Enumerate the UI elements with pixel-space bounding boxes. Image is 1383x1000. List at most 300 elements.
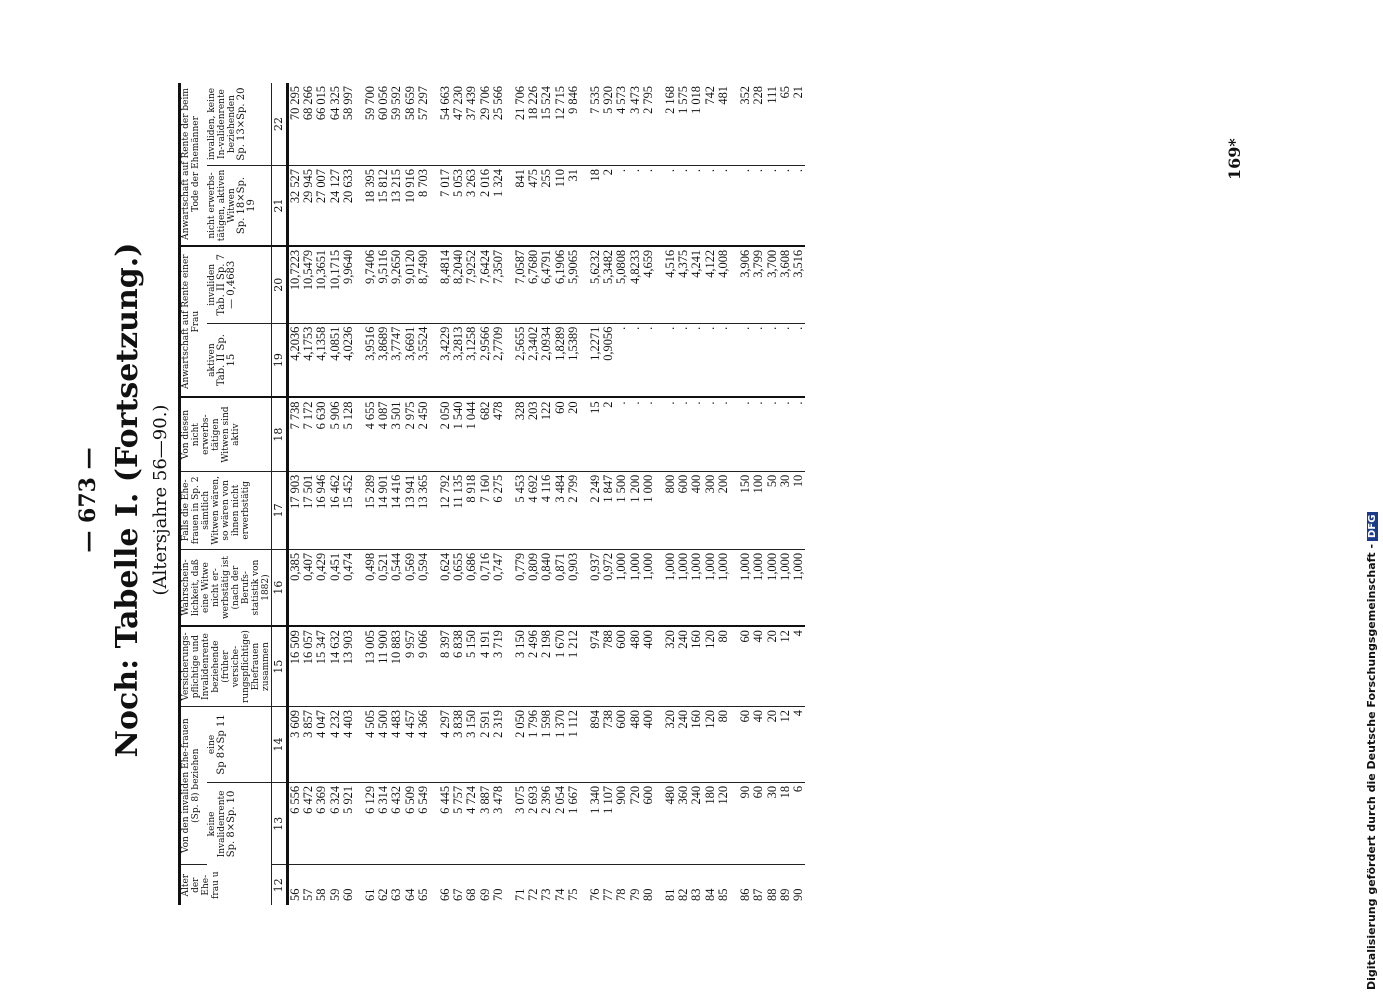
value-cell: 255 <box>540 166 553 246</box>
value-cell: 120 <box>704 707 717 783</box>
value-cell: 60 056 <box>377 83 390 166</box>
value-cell: . <box>642 323 655 397</box>
value-cell: 0,972 <box>602 549 615 626</box>
value-cell: 3,1258 <box>465 323 478 397</box>
value-cell: 9,7406 <box>355 246 377 323</box>
value-cell: . <box>779 166 792 246</box>
value-cell: 1,000 <box>766 549 779 626</box>
column-number: 21 <box>272 166 288 246</box>
value-cell: 4 <box>792 626 805 706</box>
value-cell: 14 632 <box>329 626 342 706</box>
value-cell: 12 <box>779 626 792 706</box>
value-cell: 4,241 <box>690 246 703 323</box>
value-cell: 2,9566 <box>479 323 492 397</box>
age-cell: 85 <box>715 888 730 901</box>
value-cell: 1 107 <box>602 782 615 864</box>
value-cell: 4 724 <box>465 782 478 864</box>
value-cell: 328 <box>505 397 527 471</box>
page-subtitle: (Altersjahre 56—90.) <box>150 404 171 596</box>
value-cell: 4 403 <box>342 707 355 783</box>
value-cell: 2 050 <box>430 397 452 471</box>
value-cell: 3,4229 <box>430 323 452 397</box>
header-col-16: Wahrschein-lichkeit, daß eine Witwe nicht er-werbstätig ist (nach der Berufs-statistik von 1882) <box>180 549 272 626</box>
value-cell: 7 738 <box>288 397 303 471</box>
value-cell: 3,2813 <box>452 323 465 397</box>
value-cell: . <box>730 397 752 471</box>
value-cell: 1 112 <box>567 707 580 783</box>
value-cell: 110 <box>554 166 567 246</box>
value-cell: 2 <box>602 397 615 471</box>
value-cell: 1 847 <box>602 471 615 549</box>
value-cell: 320 <box>655 626 677 706</box>
value-cell: 18 <box>580 166 602 246</box>
value-cell: 0,498 <box>355 549 377 626</box>
age-cell: 90 <box>790 888 805 901</box>
value-cell: 6 324 <box>329 782 342 864</box>
value-cell: 228 <box>752 83 765 166</box>
value-cell: . <box>766 166 779 246</box>
value-cell: 4 500 <box>377 707 390 783</box>
table-row <box>642 83 655 905</box>
value-cell: 120 <box>704 626 717 706</box>
value-cell: 320 <box>655 707 677 783</box>
age-cell: 79 <box>627 888 642 901</box>
value-cell: 27 007 <box>315 166 328 246</box>
value-cell: 4,0851 <box>329 323 342 397</box>
age-cell: 69 <box>477 888 492 901</box>
age-cell: 80 <box>640 888 655 901</box>
table-row <box>655 83 677 905</box>
value-cell: 4 505 <box>355 707 377 783</box>
value-cell: 9 066 <box>417 626 430 706</box>
value-cell: 4,659 <box>642 246 655 323</box>
table-row <box>505 83 527 905</box>
value-cell: 10,5479 <box>302 246 315 323</box>
header-group-21-22: Anwartschaft auf Rente der beim Tode der Ehemänner <box>180 83 207 246</box>
value-cell: 2 198 <box>540 626 553 706</box>
value-cell: 16 946 <box>315 471 328 549</box>
table-row <box>704 83 717 905</box>
table-row <box>779 83 792 905</box>
header-col-20: invaliden Tab. II Sp. 7 — 0,4683 <box>207 246 272 323</box>
column-number: 22 <box>272 83 288 166</box>
age-cell: 78 <box>614 888 629 901</box>
value-cell: 5 128 <box>342 397 355 471</box>
value-cell: 600 <box>615 626 628 706</box>
value-cell: 1,000 <box>677 549 690 626</box>
value-cell: 6 445 <box>430 782 452 864</box>
value-cell: . <box>704 166 717 246</box>
value-cell: 480 <box>655 782 677 864</box>
value-cell: 6 549 <box>417 782 430 864</box>
column-number: 12 <box>272 865 288 905</box>
value-cell: . <box>766 323 779 397</box>
value-cell: 24 127 <box>329 166 342 246</box>
value-cell: . <box>677 323 690 397</box>
value-cell: 0,779 <box>505 549 527 626</box>
value-cell: 8,2040 <box>452 246 465 323</box>
age-cell: 74 <box>552 888 567 901</box>
value-cell: . <box>655 166 677 246</box>
value-cell: 0,544 <box>390 549 403 626</box>
table-row <box>554 83 567 905</box>
value-cell: 180 <box>704 782 717 864</box>
value-cell: 6 838 <box>452 626 465 706</box>
value-cell: 0,429 <box>315 549 328 626</box>
value-cell: 4 <box>792 707 805 783</box>
value-cell: 5 053 <box>452 166 465 246</box>
value-cell: 5,6232 <box>580 246 602 323</box>
value-cell: 1 340 <box>580 782 602 864</box>
table-row <box>677 83 690 905</box>
value-cell: 11 135 <box>452 471 465 549</box>
value-cell: 0,594 <box>417 549 430 626</box>
value-cell: 1 000 <box>642 471 655 549</box>
value-cell: 3 075 <box>505 782 527 864</box>
value-cell: 60 <box>730 626 752 706</box>
value-cell: 1,000 <box>779 549 792 626</box>
value-cell: 2 799 <box>567 471 580 549</box>
value-cell: 64 325 <box>329 83 342 166</box>
age-cell: 61 <box>363 888 378 901</box>
value-cell: 0,871 <box>554 549 567 626</box>
value-cell: 0,655 <box>452 549 465 626</box>
value-cell: . <box>704 323 717 397</box>
value-cell: 3 478 <box>492 782 505 864</box>
value-cell: 1 324 <box>492 166 505 246</box>
table-row <box>567 83 580 905</box>
age-cell: 67 <box>451 888 466 901</box>
table-row <box>390 83 403 905</box>
table-row <box>288 83 303 905</box>
value-cell: 360 <box>677 782 690 864</box>
value-cell: 742 <box>704 83 717 166</box>
age-cell: 81 <box>663 888 678 901</box>
value-cell: 2 975 <box>404 397 417 471</box>
value-cell: 1 018 <box>690 83 703 166</box>
value-cell: 600 <box>615 707 628 783</box>
value-cell: 15 <box>580 397 602 471</box>
value-cell: . <box>615 323 628 397</box>
value-cell: 1,000 <box>690 549 703 626</box>
value-cell: 14 416 <box>390 471 403 549</box>
value-cell: 7,9252 <box>465 246 478 323</box>
value-cell: 1,5389 <box>567 323 580 397</box>
value-cell: . <box>655 323 677 397</box>
value-cell: 21 706 <box>505 83 527 166</box>
value-cell: 9,5116 <box>377 246 390 323</box>
column-number: 13 <box>272 782 288 864</box>
value-cell: 6 275 <box>492 471 505 549</box>
header-col-15: Versicherungs-pflichtige und Invalidenrente beziehende (früher versiche-rungspflichtige) Ehefrauen zusammen <box>180 626 272 706</box>
value-cell: 21 <box>792 83 805 166</box>
value-cell: 3 501 <box>390 397 403 471</box>
value-cell: 65 <box>779 83 792 166</box>
value-cell: 20 633 <box>342 166 355 246</box>
header-group-19-20: Anwartschaft auf Rente einer Frau <box>180 246 207 398</box>
value-cell: 480 <box>629 626 642 706</box>
value-cell: 400 <box>642 707 655 783</box>
value-cell: 15 347 <box>315 626 328 706</box>
value-cell: . <box>629 323 642 397</box>
value-cell: 5,3482 <box>602 246 615 323</box>
value-cell: 2 450 <box>417 397 430 471</box>
value-cell: 0,716 <box>479 549 492 626</box>
value-cell: . <box>752 323 765 397</box>
header-col-22: invaliden, keine In-validenrente beziehenden Sp. 13×Sp. 20 <box>207 83 272 166</box>
value-cell: 13 365 <box>417 471 430 549</box>
dfg-logo: DFG <box>1367 512 1378 541</box>
value-cell: 18 226 <box>527 83 540 166</box>
value-cell: . <box>730 323 752 397</box>
value-cell: 18 395 <box>355 166 377 246</box>
value-cell: 29 945 <box>302 166 315 246</box>
value-cell: 7 160 <box>479 471 492 549</box>
value-cell: 841 <box>505 166 527 246</box>
value-cell: 0,747 <box>492 549 505 626</box>
value-cell: 9 957 <box>404 626 417 706</box>
value-cell: 1,000 <box>655 549 677 626</box>
value-cell: 10,1715 <box>329 246 342 323</box>
value-cell: 3 887 <box>479 782 492 864</box>
value-cell: 4 692 <box>527 471 540 549</box>
value-cell: . <box>690 397 703 471</box>
value-cell: 10,7223 <box>288 246 303 323</box>
value-cell: 13 903 <box>342 626 355 706</box>
value-cell: 2 795 <box>642 83 655 166</box>
table-body <box>288 83 806 905</box>
value-cell: 7,3507 <box>492 246 505 323</box>
value-cell: 1 044 <box>465 397 478 471</box>
value-cell: 30 <box>779 471 792 549</box>
value-cell: 300 <box>704 471 717 549</box>
value-cell: 16 057 <box>302 626 315 706</box>
header-col-17: Falls die Ehe-frauen in Sp. 2 sämtlich Witwen wären, so wären von ihnen nicht erwerbstätig <box>180 471 272 549</box>
value-cell: 15 289 <box>355 471 377 549</box>
value-cell: 3 609 <box>288 707 303 783</box>
value-cell: . <box>792 397 805 471</box>
value-cell: 481 <box>717 83 730 166</box>
age-cell: 56 <box>288 888 302 901</box>
value-cell: 4 297 <box>430 707 452 783</box>
value-cell: 25 566 <box>492 83 505 166</box>
value-cell: . <box>615 166 628 246</box>
value-cell: 6 369 <box>315 782 328 864</box>
value-cell: 3,799 <box>752 246 765 323</box>
value-cell: 111 <box>766 83 779 166</box>
value-cell: 7,0587 <box>505 246 527 323</box>
value-cell: 100 <box>752 471 765 549</box>
value-cell: 0,809 <box>527 549 540 626</box>
value-cell: 0,686 <box>465 549 478 626</box>
value-cell: 60 <box>752 782 765 864</box>
value-cell: 7,6424 <box>479 246 492 323</box>
value-cell: 12 792 <box>430 471 452 549</box>
value-cell: . <box>677 166 690 246</box>
value-cell: 17 501 <box>302 471 315 549</box>
value-cell: . <box>629 397 642 471</box>
value-cell: 1,000 <box>792 549 805 626</box>
age-cell: 63 <box>389 888 404 901</box>
value-cell: 6,7680 <box>527 246 540 323</box>
value-cell: 10 <box>792 471 805 549</box>
value-cell: 200 <box>717 471 730 549</box>
value-cell: 0,521 <box>377 549 390 626</box>
value-cell: 3,700 <box>766 246 779 323</box>
value-cell: 1 212 <box>567 626 580 706</box>
value-cell: 0,937 <box>580 549 602 626</box>
value-cell: 6,1906 <box>554 246 567 323</box>
value-cell: 2 591 <box>479 707 492 783</box>
value-cell: . <box>690 166 703 246</box>
value-cell: 15 812 <box>377 166 390 246</box>
value-cell: 57 297 <box>417 83 430 166</box>
value-cell: 974 <box>580 626 602 706</box>
value-cell: 2,3402 <box>527 323 540 397</box>
value-cell: 7 172 <box>302 397 315 471</box>
age-cell: 62 <box>376 888 391 901</box>
value-cell: 6 509 <box>404 782 417 864</box>
table-row <box>342 83 355 905</box>
value-cell: 1 370 <box>554 707 567 783</box>
value-cell: 6 556 <box>288 782 303 864</box>
value-cell: 66 015 <box>315 83 328 166</box>
value-cell: 240 <box>677 707 690 783</box>
value-cell: 0,451 <box>329 549 342 626</box>
age-cell: 70 <box>490 888 505 901</box>
value-cell: 37 439 <box>465 83 478 166</box>
value-cell: 7 017 <box>430 166 452 246</box>
value-cell: 122 <box>540 397 553 471</box>
value-cell: 8,4814 <box>430 246 452 323</box>
value-cell: 18 <box>779 782 792 864</box>
value-cell: . <box>642 166 655 246</box>
value-cell: 0,9056 <box>602 323 615 397</box>
value-cell: 4 191 <box>479 626 492 706</box>
header-group-13-14: Von den invaliden Ehe-frauen (Sp. 8) beziehen <box>180 707 207 865</box>
value-cell: . <box>704 397 717 471</box>
value-cell: . <box>779 397 792 471</box>
value-cell: 6 630 <box>315 397 328 471</box>
value-cell: 3 473 <box>629 83 642 166</box>
table-row <box>752 83 765 905</box>
value-cell: 0,474 <box>342 549 355 626</box>
header-col-19: aktiven Tab. II Sp. 15 <box>207 323 272 397</box>
table-row <box>730 83 752 905</box>
value-cell: 682 <box>479 397 492 471</box>
value-cell: . <box>655 397 677 471</box>
table-row <box>404 83 417 905</box>
value-cell: . <box>717 166 730 246</box>
table-row <box>479 83 492 905</box>
value-cell: 58 997 <box>342 83 355 166</box>
column-number: 14 <box>272 707 288 783</box>
value-cell: 15 524 <box>540 83 553 166</box>
value-cell: 6 <box>792 782 805 864</box>
age-cell: 86 <box>738 888 753 901</box>
value-cell: 4 116 <box>540 471 553 549</box>
value-cell: 12 <box>779 707 792 783</box>
table-row <box>492 83 505 905</box>
value-cell: 9,9640 <box>342 246 355 323</box>
value-cell: 9 846 <box>567 83 580 166</box>
value-cell: 0,385 <box>288 549 303 626</box>
value-cell: 1 670 <box>554 626 567 706</box>
page-title: Noch: Tabelle I. (Fortsetzung.) <box>110 242 145 758</box>
value-cell: 20 <box>766 707 779 783</box>
value-cell: 240 <box>690 782 703 864</box>
value-cell: 4,1753 <box>302 323 315 397</box>
column-number-row <box>272 83 288 905</box>
value-cell: 70 295 <box>288 83 303 166</box>
value-cell: 480 <box>629 707 642 783</box>
table-row <box>417 83 430 905</box>
age-cell: 59 <box>327 888 342 901</box>
value-cell: 5 906 <box>329 397 342 471</box>
value-cell: 600 <box>677 471 690 549</box>
value-cell: . <box>792 323 805 397</box>
value-cell: 1,8289 <box>554 323 567 397</box>
value-cell: 14 901 <box>377 471 390 549</box>
table-row <box>580 83 602 905</box>
value-cell: 5 921 <box>342 782 355 864</box>
value-cell: 29 706 <box>479 83 492 166</box>
value-cell: 478 <box>492 397 505 471</box>
value-cell: 160 <box>690 626 703 706</box>
value-cell: 203 <box>527 397 540 471</box>
value-cell: 58 659 <box>404 83 417 166</box>
value-cell: 12 715 <box>554 83 567 166</box>
value-cell: 2 <box>602 166 615 246</box>
header-col-21: nicht erwerbs-tätigen, aktiven Witwen Sp. 18×Sp. 19 <box>207 166 272 246</box>
value-cell: 8,7490 <box>417 246 430 323</box>
value-cell: . <box>677 397 690 471</box>
value-cell: 5 453 <box>505 471 527 549</box>
table-row <box>690 83 703 905</box>
value-cell: . <box>717 397 730 471</box>
value-cell: 1 200 <box>629 471 642 549</box>
page-number: — 673 — <box>75 447 101 553</box>
value-cell: 0,903 <box>567 549 580 626</box>
value-cell: 10 916 <box>404 166 417 246</box>
value-cell: 5 757 <box>452 782 465 864</box>
value-cell: 2 496 <box>527 626 540 706</box>
value-cell: 10 883 <box>390 626 403 706</box>
column-number: 15 <box>272 626 288 706</box>
value-cell: 8 918 <box>465 471 478 549</box>
value-cell: 4,516 <box>655 246 677 323</box>
age-cell: 89 <box>777 888 792 901</box>
value-cell: 3 484 <box>554 471 567 549</box>
age-cell: 64 <box>402 888 417 901</box>
value-cell: 3,5524 <box>417 323 430 397</box>
value-cell: 4 366 <box>417 707 430 783</box>
header-col-14: eine Sp 8×Sp 11 <box>207 707 272 783</box>
value-cell: 8 703 <box>417 166 430 246</box>
value-cell: . <box>766 397 779 471</box>
footer-mark: 169* <box>1225 138 1244 180</box>
value-cell: 4 047 <box>315 707 328 783</box>
value-cell: 3,9516 <box>355 323 377 397</box>
value-cell: 1,2271 <box>580 323 602 397</box>
value-cell: 1,000 <box>752 549 765 626</box>
column-number: 17 <box>272 471 288 549</box>
value-cell: 3,906 <box>730 246 752 323</box>
value-cell: 32 527 <box>288 166 303 246</box>
value-cell: 3 150 <box>465 707 478 783</box>
value-cell: 59 700 <box>355 83 377 166</box>
digitization-note: Digitalisierung gefördert durch die Deutsche Forschungsgemeinschaft -DFG <box>1365 512 1378 990</box>
